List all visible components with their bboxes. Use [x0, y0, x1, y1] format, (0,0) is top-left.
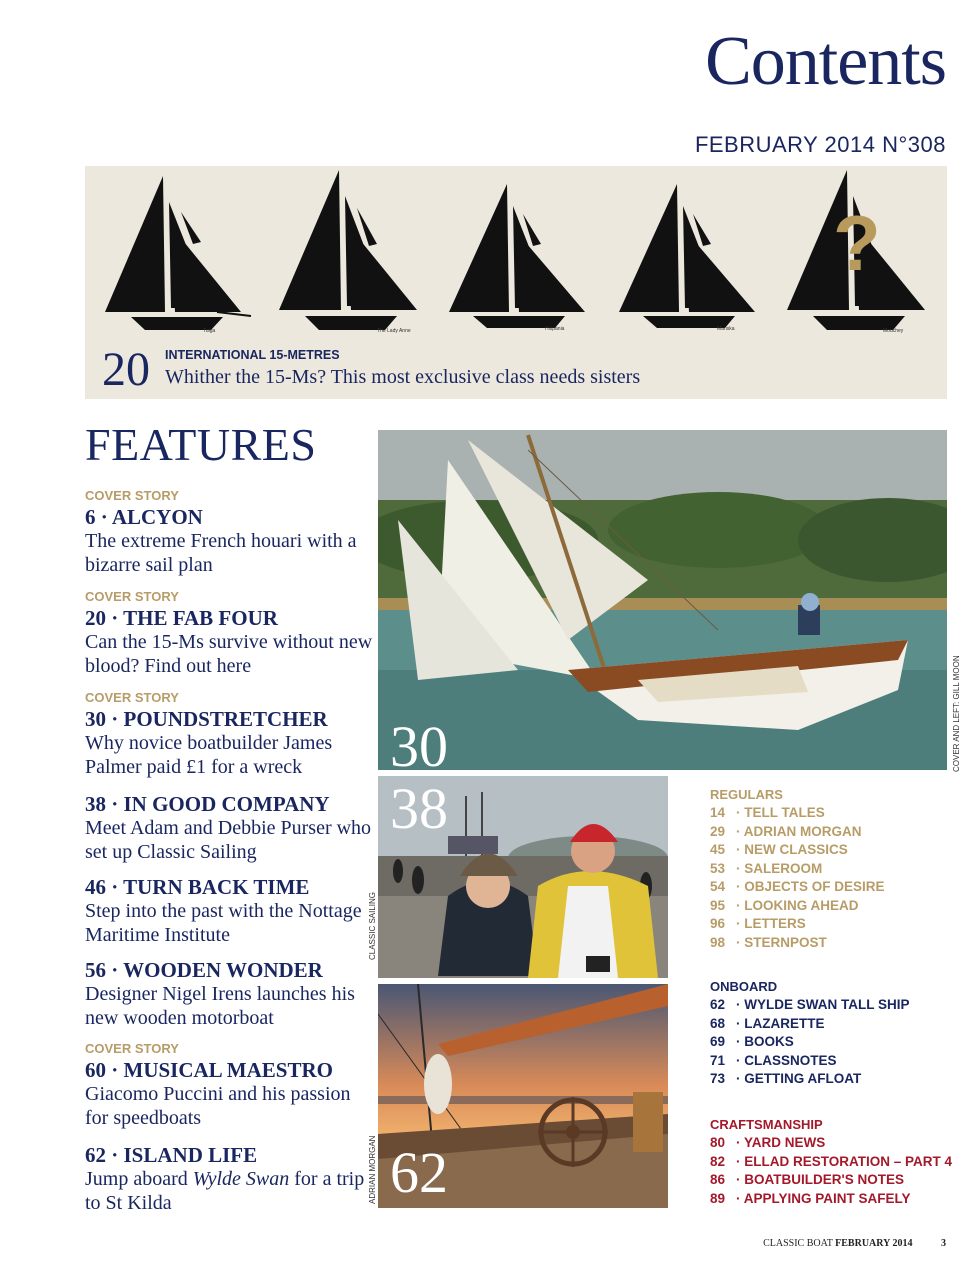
onboard-section	[710, 979, 910, 1089]
feature-description: Step into the past with the Nottage Maritime Institute	[85, 900, 362, 946]
fifteen-metre-banner	[85, 166, 947, 399]
regulars-section	[710, 787, 885, 952]
tall-ship-deck-photo[interactable]	[378, 984, 668, 1208]
feature-title: 20 · THE FAB FOUR	[85, 606, 278, 630]
feature-title: 56 · WOODEN WONDER	[85, 958, 323, 982]
cover-story-kicker: COVER STORY	[85, 589, 179, 604]
feature-item[interactable]	[85, 790, 375, 864]
feature-description: Meet Adam and Debbie Purser who set up Classic Sailing	[85, 817, 372, 863]
page-title: Contents	[705, 23, 946, 100]
list-item[interactable]: 82 · ELLAD RESTORATION – PART 4	[710, 1153, 953, 1169]
list-item[interactable]: 95 · LOOKING AHEAD	[710, 897, 859, 913]
boat-name: Hispania	[545, 326, 565, 332]
boat-name: Mouchey	[883, 328, 904, 334]
banner-description: Whither the 15-Ms? This most exclusive class needs sisters	[165, 366, 641, 388]
desc-part: Jump aboard	[85, 1168, 193, 1190]
list-item[interactable]: 45 · NEW CLASSICS	[710, 842, 848, 857]
feature-item[interactable]	[85, 1041, 375, 1130]
issue-label: FEBRUARY 2014 N°308	[694, 132, 946, 157]
sail-silhouette-2	[273, 168, 425, 343]
feature-description: Giacomo Puccini and his passion for speedboats	[85, 1083, 351, 1129]
feature-title: 6 · ALCYON	[85, 505, 203, 529]
feature-item[interactable]	[85, 690, 375, 779]
feature-title: 38 · IN GOOD COMPANY	[85, 792, 330, 816]
list-item[interactable]: 68 · LAZARETTE	[710, 1015, 825, 1031]
photo-credit: CLASSIC SAILING	[368, 891, 377, 960]
list-item[interactable]: 96 · LETTERS	[710, 916, 806, 931]
feature-description: Why novice boatbuilder James Palmer paid £1 for a wreck	[85, 732, 333, 778]
list-item[interactable]: 54 · OBJECTS OF DESIRE	[710, 879, 885, 894]
photo-page-number: 30	[390, 714, 448, 770]
photo-page-number: 62	[390, 1140, 448, 1205]
photo-page-number: 38	[390, 776, 448, 841]
feature-description: Can the 15-Ms survive without new blood? Find out here	[85, 631, 373, 677]
feature-title: 60 · MUSICAL MAESTRO	[85, 1058, 333, 1082]
sail-silhouette-1	[101, 172, 253, 347]
feature-description: Designer Nigel Irens launches his new wooden motorboat	[85, 983, 355, 1029]
cover-story-kicker: COVER STORY	[85, 488, 179, 503]
feature-title: 30 · POUNDSTRETCHER	[85, 707, 328, 731]
list-item[interactable]: 89 · APPLYING PAINT SAFELY	[710, 1190, 911, 1206]
sailing-yacht-photo[interactable]	[378, 430, 947, 770]
feature-title: 46 · TURN BACK TIME	[85, 875, 310, 899]
sail-silhouette-3	[443, 180, 595, 355]
craftsmanship-section	[710, 1117, 952, 1208]
list-item[interactable]: 98 · STERNPOST	[710, 934, 827, 950]
sail-silhouette-5	[781, 168, 933, 343]
features-heading: FEATURES	[85, 419, 317, 470]
photo-credit: ADRIAN MORGAN	[368, 1135, 377, 1204]
boat-name: Mariska	[717, 326, 735, 332]
footer-month: FEBRUARY 2014	[835, 1238, 913, 1249]
feature-title: 62 · ISLAND LIFE	[85, 1143, 258, 1167]
list-item[interactable]: 73 · GETTING AFLOAT	[710, 1071, 862, 1086]
section-heading: ONBOARD	[710, 979, 778, 994]
magazine-name: CLASSIC BOAT	[763, 1238, 833, 1249]
list-item[interactable]: 62 · WYLDE SWAN TALL SHIP	[710, 997, 910, 1012]
desc-part: for a trip to St Kilda	[85, 1168, 365, 1214]
list-item[interactable]: 69 · BOOKS	[710, 1034, 794, 1049]
section-heading: REGULARS	[710, 787, 783, 802]
list-item[interactable]: 71 · CLASSNOTES	[710, 1052, 837, 1068]
banner-kicker: INTERNATIONAL 15-METRES	[165, 348, 340, 362]
page-number: 3	[941, 1238, 946, 1249]
boat-name: The Lady Anne	[377, 328, 411, 334]
section-heading: CRAFTSMANSHIP	[710, 1117, 823, 1132]
cover-story-kicker: COVER STORY	[85, 1041, 179, 1056]
boat-name: Tuiga	[203, 328, 216, 334]
list-item[interactable]: 86 · BOATBUILDER'S NOTES	[710, 1172, 904, 1187]
couple-penguins-photo[interactable]	[378, 776, 668, 978]
banner-page-number: 20	[102, 343, 150, 396]
boat-name-italic: Wylde Swan	[192, 1168, 290, 1190]
list-item[interactable]: 53 · SALEROOM	[710, 860, 823, 876]
feature-description	[85, 1167, 375, 1215]
photo-credit: COVER AND LEFT: GILL MOON	[952, 655, 961, 772]
sail-silhouette-4	[613, 180, 765, 355]
list-item[interactable]: 14 · TELL TALES	[710, 805, 825, 820]
list-item[interactable]: 80 · YARD NEWS	[710, 1135, 826, 1150]
question-mark: ?	[833, 199, 881, 287]
page-footer	[763, 1238, 946, 1249]
list-item[interactable]: 29 · ADRIAN MORGAN	[710, 823, 862, 839]
feature-item[interactable]	[85, 956, 375, 1030]
cover-story-kicker: COVER STORY	[85, 690, 179, 705]
feature-item[interactable]	[85, 488, 375, 577]
feature-item[interactable]	[85, 1141, 375, 1215]
feature-item[interactable]	[85, 873, 375, 947]
feature-item[interactable]	[85, 589, 375, 678]
feature-description: The extreme French houari with a bizarre sail plan	[85, 530, 357, 576]
